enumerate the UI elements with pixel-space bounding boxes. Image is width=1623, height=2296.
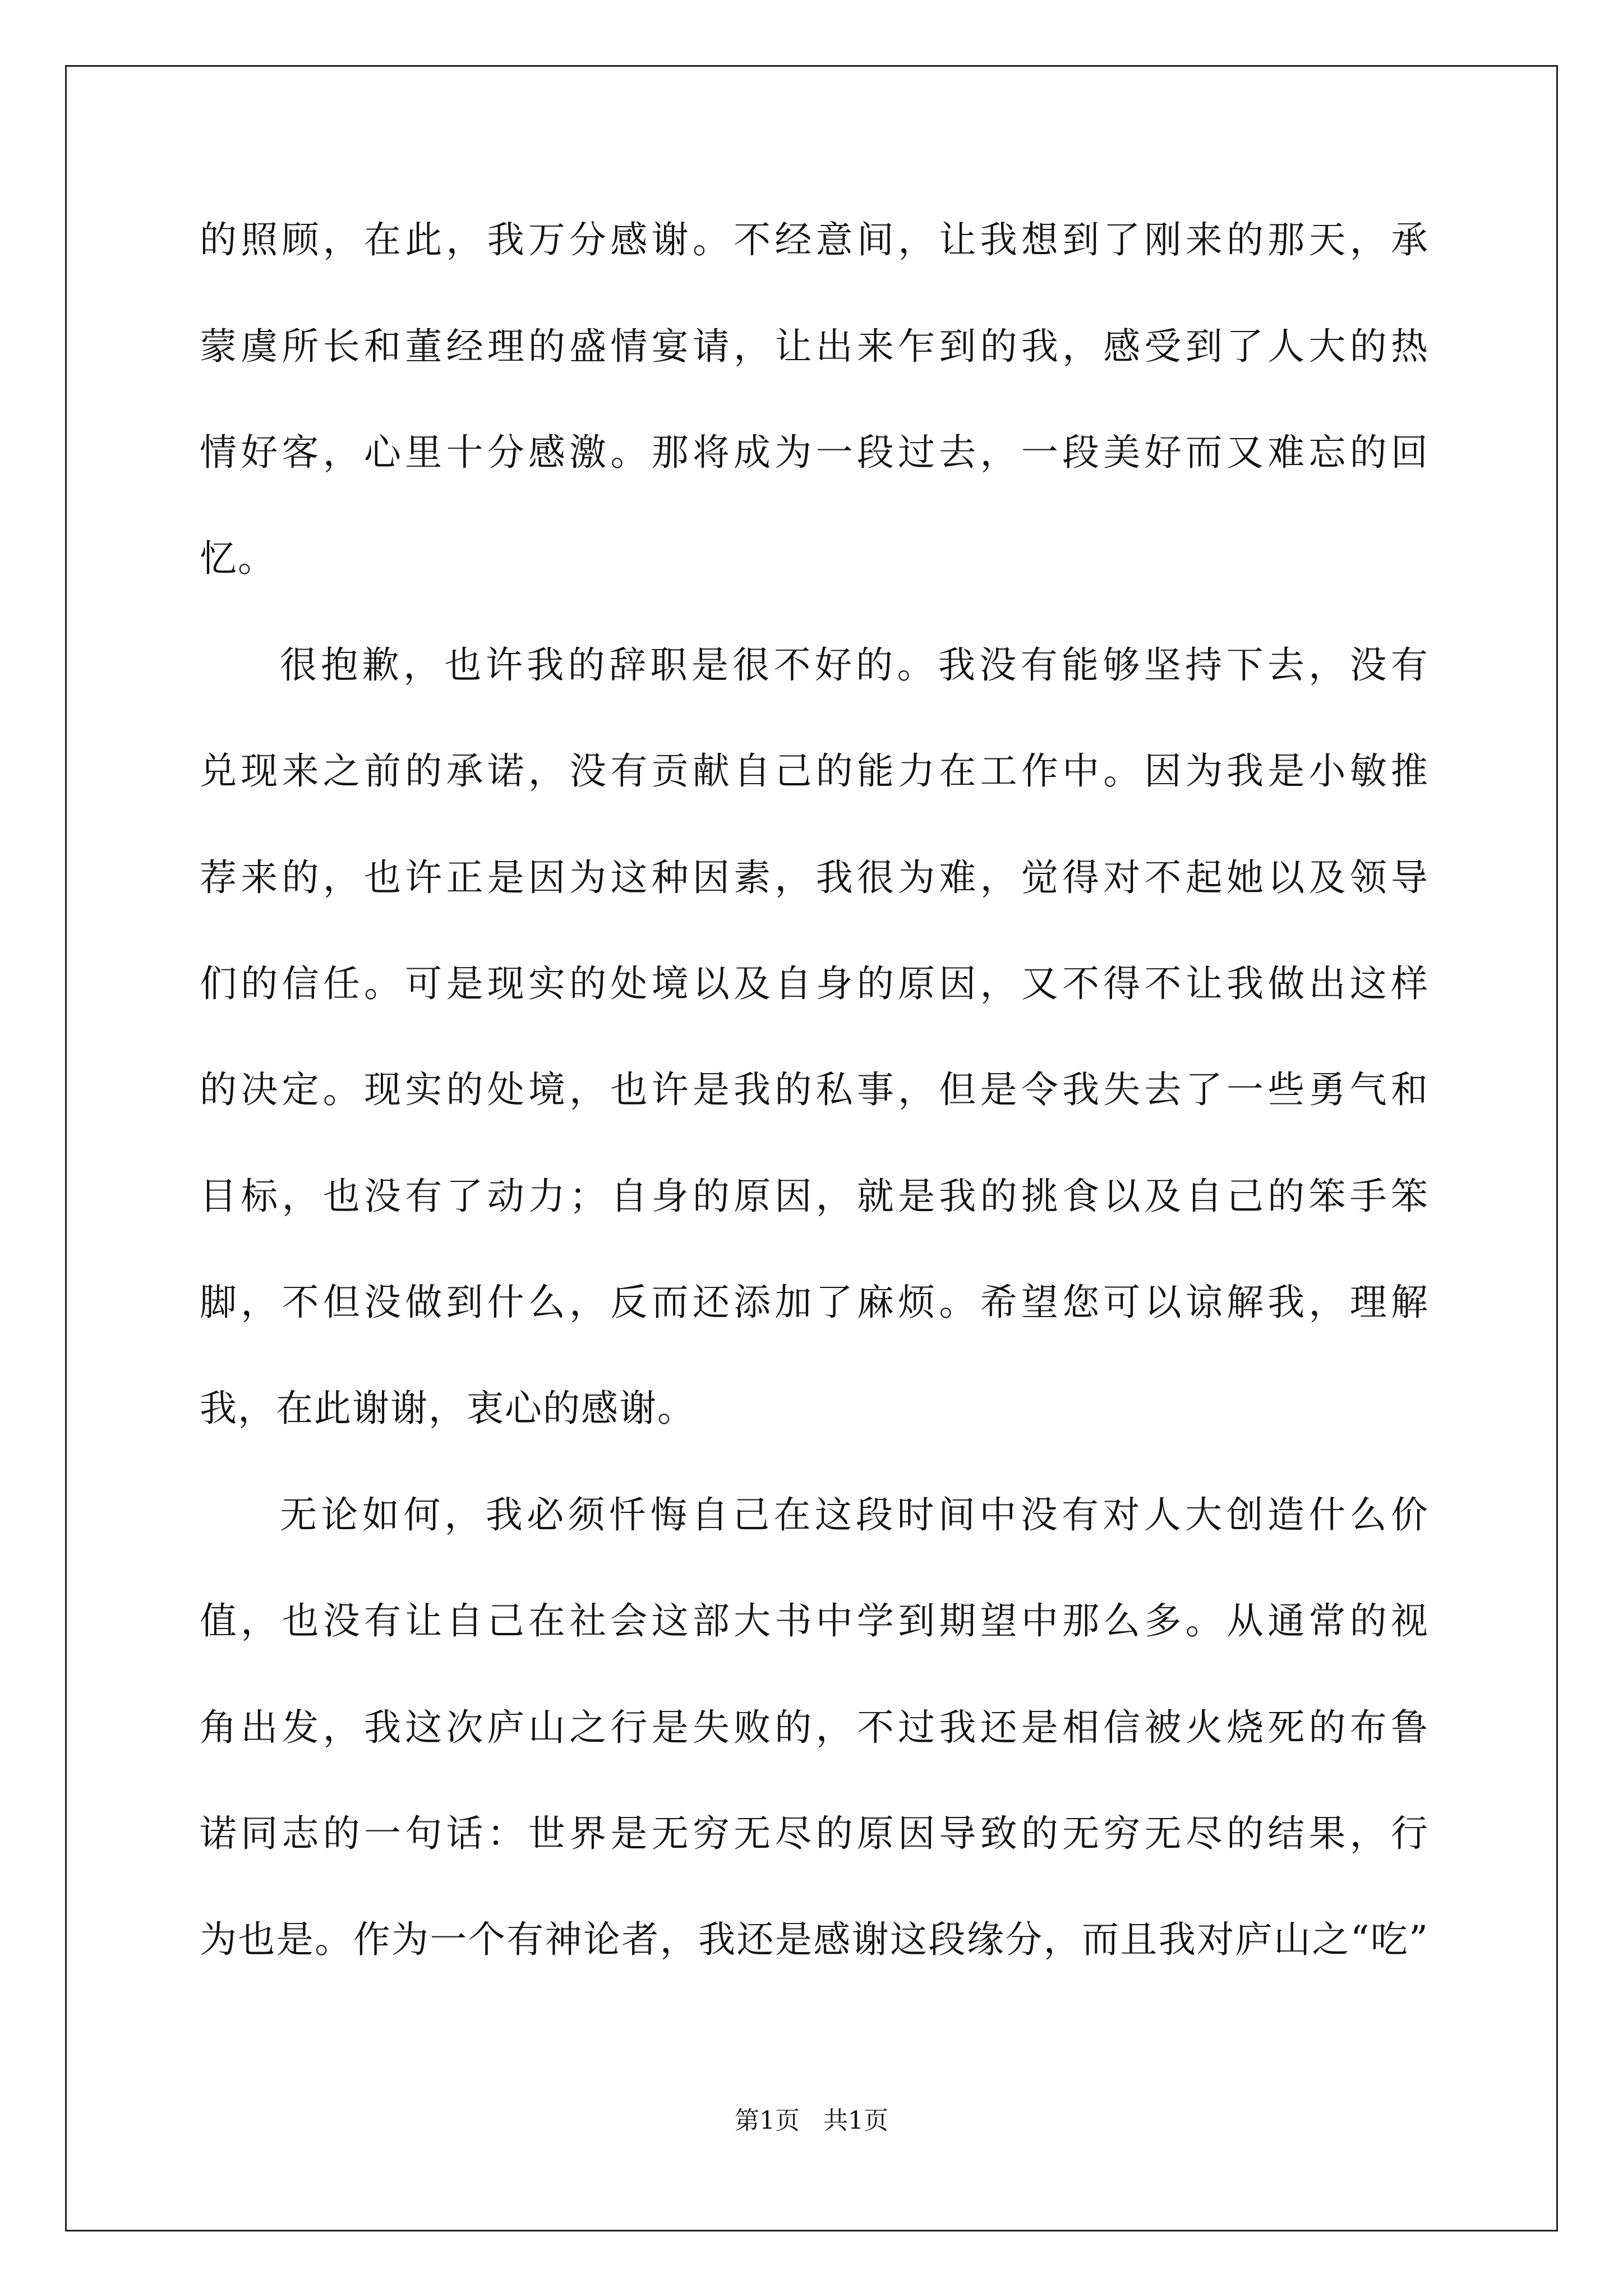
text-line: 兑现来之前的承诺，没有贡献自己的能力在工作中。因为我是小敏推	[200, 749, 1429, 793]
paragraph-first-line: 很抱歉，也许我的辞职是很不好的。我没有能够坚持下去，没有	[280, 643, 1429, 687]
text-line: 蒙虞所长和董经理的盛情宴请，让出来乍到的我，感受到了人大的热	[200, 325, 1429, 368]
text-line: 脚，不但没做到什么，反而还添加了麻烦。希望您可以谅解我，理解	[200, 1281, 1429, 1324]
text-line: 角出发，我这次庐山之行是失败的，不过我还是相信被火烧死的布鲁	[200, 1706, 1429, 1749]
page-border	[65, 65, 1558, 2231]
text-line: 诺同志的一句话：世界是无穷无尽的原因导致的无穷无尽的结果，行	[200, 1812, 1429, 1855]
text-line: 我，在此谢谢，衷心的感谢。	[200, 1387, 695, 1430]
text-line: 荐来的，也许正是因为这种因素，我很为难，觉得对不起她以及领导	[200, 856, 1429, 899]
text-line: 的决定。现实的处境，也许是我的私事，但是令我失去了一些勇气和	[200, 1068, 1429, 1111]
text-line: 值，也没有让自己在社会这部大书中学到期望中那么多。从通常的视	[200, 1599, 1429, 1642]
text-line: 的照顾，在此，我万分感谢。不经意间，让我想到了刚来的那天，承	[200, 218, 1429, 261]
text-line: 目标，也没有了动力；自身的原因，就是我的挑食以及自己的笨手笨	[200, 1175, 1429, 1218]
text-line: 情好客，心里十分感激。那将成为一段过去，一段美好而又难忘的回	[200, 431, 1429, 474]
text-line: 为也是。作为一个有神论者，我还是感谢这段缘分，而且我对庐山之“吃”	[200, 1918, 1429, 1961]
text-line: 们的信任。可是现实的处境以及自身的原因，又不得不让我做出这样	[200, 962, 1429, 1005]
page-footer: 第1页 共1页	[735, 2106, 888, 2135]
text-line: 忆。	[200, 537, 276, 580]
paragraph-first-line: 无论如何，我必须忏悔自己在这段时间中没有对人大创造什么价	[280, 1493, 1429, 1536]
